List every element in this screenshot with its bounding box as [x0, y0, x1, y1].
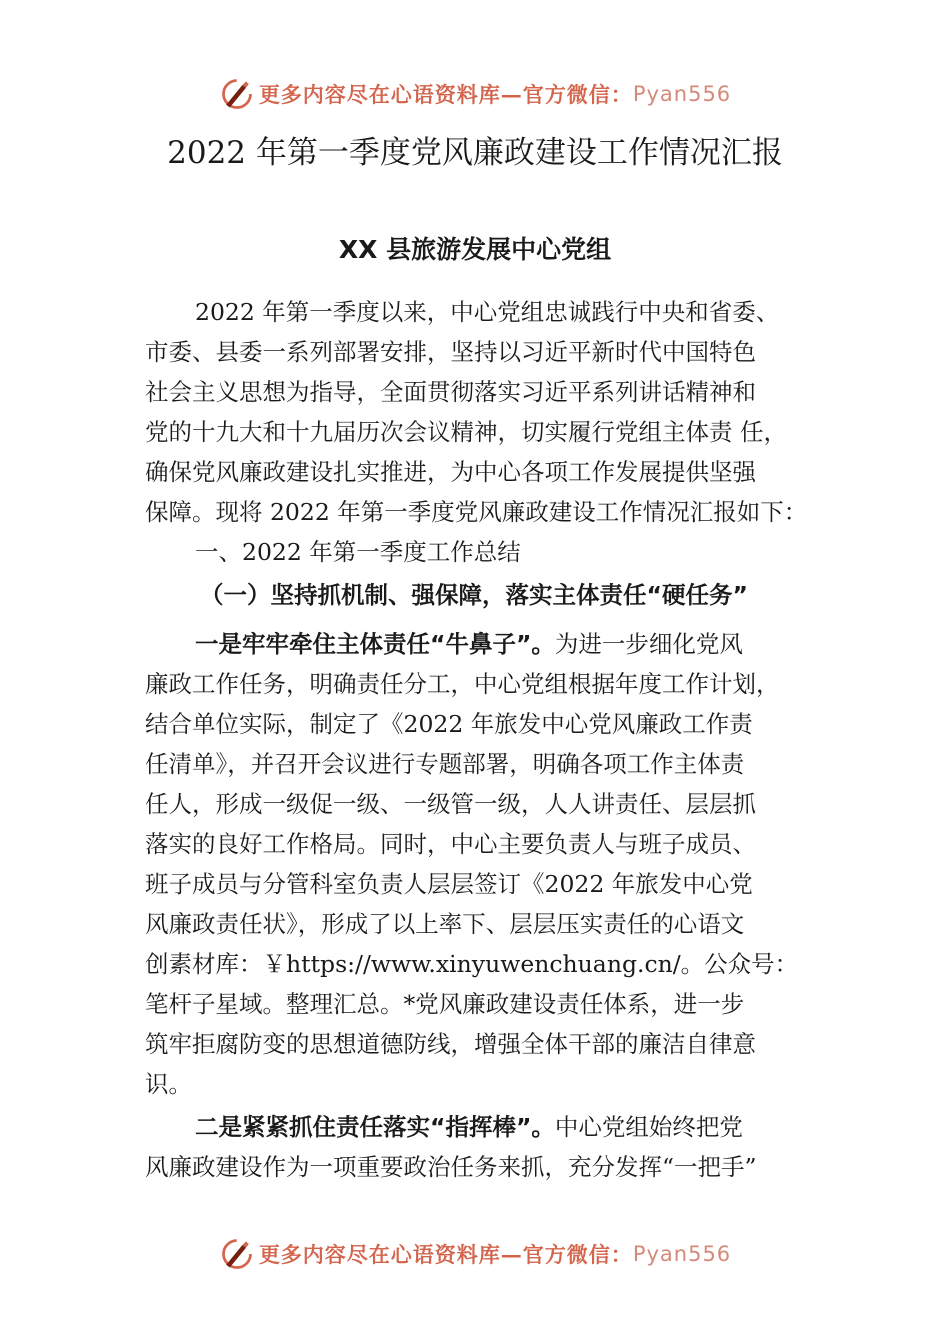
text-line: 保障。现将 2022 年第一季度党风廉政建设工作情况汇报如下：	[145, 498, 808, 526]
pen-logo-icon	[219, 76, 255, 112]
text-line	[195, 1112, 743, 1142]
text-line: 市委、县委一系列部署安排，坚持以习近平新时代中国特色	[145, 338, 756, 366]
document-title: 2022 年第一季度党风廉政建设工作情况汇报	[167, 135, 783, 171]
text-line: 2022 年第一季度以来，中心党组忠诚践行中央和省委、	[195, 298, 780, 326]
text-line: 任清单》，并召开会议进行专题部署，明确各项工作主体责	[145, 750, 745, 778]
document-subtitle: XX 县旅游发展中心党组	[338, 235, 612, 264]
watermark-text: 更多内容尽在心语资料库—官方微信：	[258, 82, 633, 107]
text-line: 风廉政建设作为一项重要政治任务来抓，充分发挥“一把手”	[145, 1153, 757, 1181]
text-line: 风廉政责任状》，形成了以上率下、层层压实责任的心语文	[145, 910, 745, 938]
text-line: 社会主义思想为指导，全面贯彻落实习近平系列讲话精神和	[145, 378, 756, 406]
text-line: 任人，形成一级促一级、一级管一级，人人讲责任、层层抓	[145, 790, 756, 818]
watermark-text: 更多内容尽在心语资料库—官方微信：	[258, 1242, 633, 1267]
text-line: 廉政工作任务，明确责任分工，中心党组根据年度工作计划，	[145, 670, 780, 698]
text-line: 笔杆子星域。整理汇总。*党风廉政建设责任体系，进一步	[145, 990, 745, 1018]
bold-lead: 二是紧紧抓住责任落实“指挥棒”。	[195, 1113, 555, 1141]
text-line	[195, 629, 743, 659]
text-run: 中心党组始终把党	[554, 1113, 743, 1141]
watermark-footer	[0, 1232, 950, 1276]
text-line: 创素材库：￥https://www.xinyuwenchuang.cn/。公众号：	[145, 950, 799, 978]
text-line: 确保党风廉政建设扎实推进，为中心各项工作发展提供坚强	[145, 458, 756, 486]
text-line: 识。	[145, 1070, 192, 1098]
watermark-wechat-id: Pyan556	[632, 1242, 732, 1266]
text-run: 为进一步细化党风	[554, 630, 743, 658]
text-line: 落实的良好工作格局。同时，中心主要负责人与班子成员、	[145, 830, 756, 858]
pen-logo-icon	[219, 1236, 255, 1272]
subsection-heading: （一）坚持抓机制、强保障，落实主体责任“硬任务”	[200, 581, 748, 609]
watermark-header	[0, 72, 950, 116]
text-line: 党的十九大和十九届历次会议精神，切实履行党组主体责 任，	[145, 418, 787, 446]
text-line: 班子成员与分管科室负责人层层签订《2022 年旅发中心党	[145, 870, 753, 898]
section-heading: 一、2022 年第一季度工作总结	[195, 538, 521, 566]
text-line: 筑牢拒腐防变的思想道德防线，增强全体干部的廉洁自律意	[145, 1030, 756, 1058]
text-line: 结合单位实际，制定了《2022 年旅发中心党风廉政工作责	[145, 710, 753, 738]
bold-lead: 一是牢牢牵住主体责任“牛鼻子”。	[195, 630, 555, 658]
watermark-wechat-id: Pyan556	[632, 82, 732, 106]
